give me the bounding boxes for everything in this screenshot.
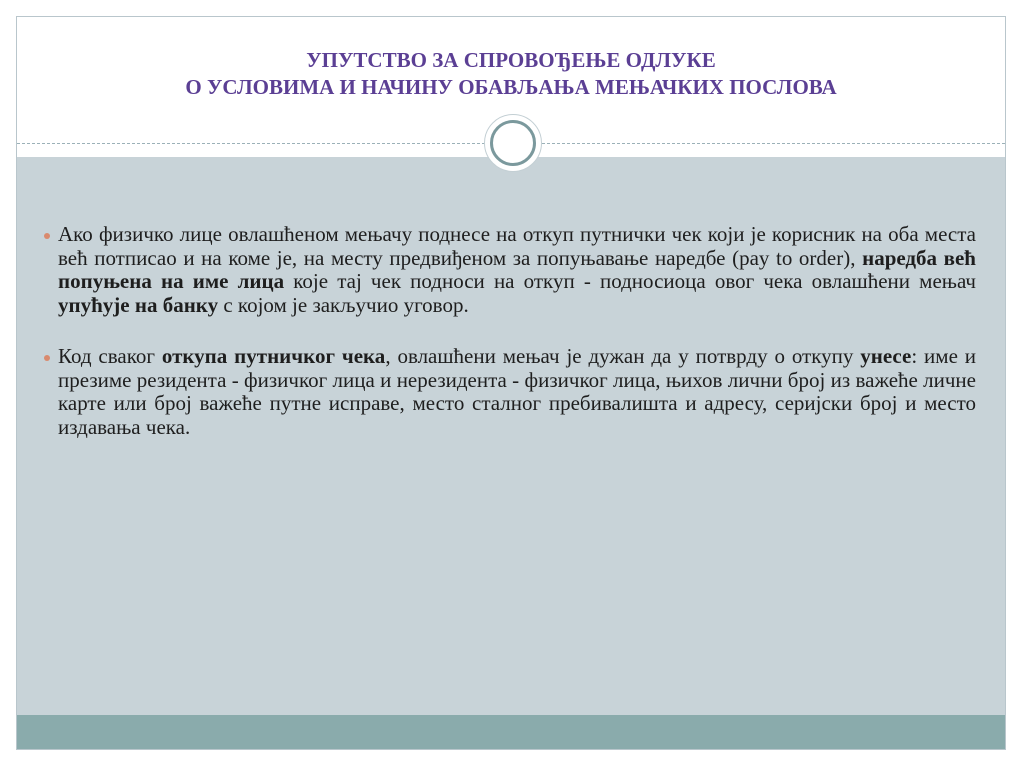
footer-bar <box>17 715 1005 749</box>
title-line-1: УПУТСТВО ЗА СПРОВОЂЕЊЕ ОДЛУКЕ <box>306 48 716 72</box>
bullet-dot-icon <box>44 355 50 361</box>
bullet-1-bold-2: упућује на банку <box>58 292 219 317</box>
bullet-2-bold-1: откупа путничког чека <box>161 344 386 368</box>
bullet-2-text-1: Код сваког <box>58 344 162 368</box>
bullet-1-text-3: с којом је закључио уговор. <box>218 292 469 317</box>
bullet-1-bold-1: наредба већ попуњена на име лица <box>58 245 976 293</box>
bullet-2-text-3: : име и презиме резидента - физичког лица и нерезидента - физичког лица, њихов лични број из важеће личне карте или број важеће путне исправе, место сталног пребивалишта и адресу, серијски број и место издавања чека. <box>58 344 977 439</box>
decorative-circle-icon <box>484 114 542 172</box>
circle-ring-icon <box>490 120 536 166</box>
slide-title <box>17 47 1005 101</box>
bullet-1-text-2: које тај чек подноси на откуп - подносиоца овог чека овлашћени мењач <box>284 269 976 293</box>
bullet-item-1 <box>58 223 976 317</box>
bullet-dot-icon <box>44 233 50 239</box>
bullet-list <box>58 223 976 439</box>
bullet-2-text-2: , овлашћени мењач је дужан да у потврду о откупу <box>385 344 861 368</box>
bullet-item-2 <box>58 345 976 439</box>
bullet-2-bold-2: унесе <box>860 344 912 368</box>
title-line-2: О УСЛОВИМА И НАЧИНУ ОБАВЉАЊА МЕЊАЧКИХ ПОСЛОВА <box>185 75 837 99</box>
bullet-1-text-1: Ако физичко лице овлашћеном мењачу поднесе на откуп путнички чек који је корисник на оба места већ потписао и на коме је, на месту предвиђеном за попуњавање наредбе (pay to order), <box>58 222 976 270</box>
